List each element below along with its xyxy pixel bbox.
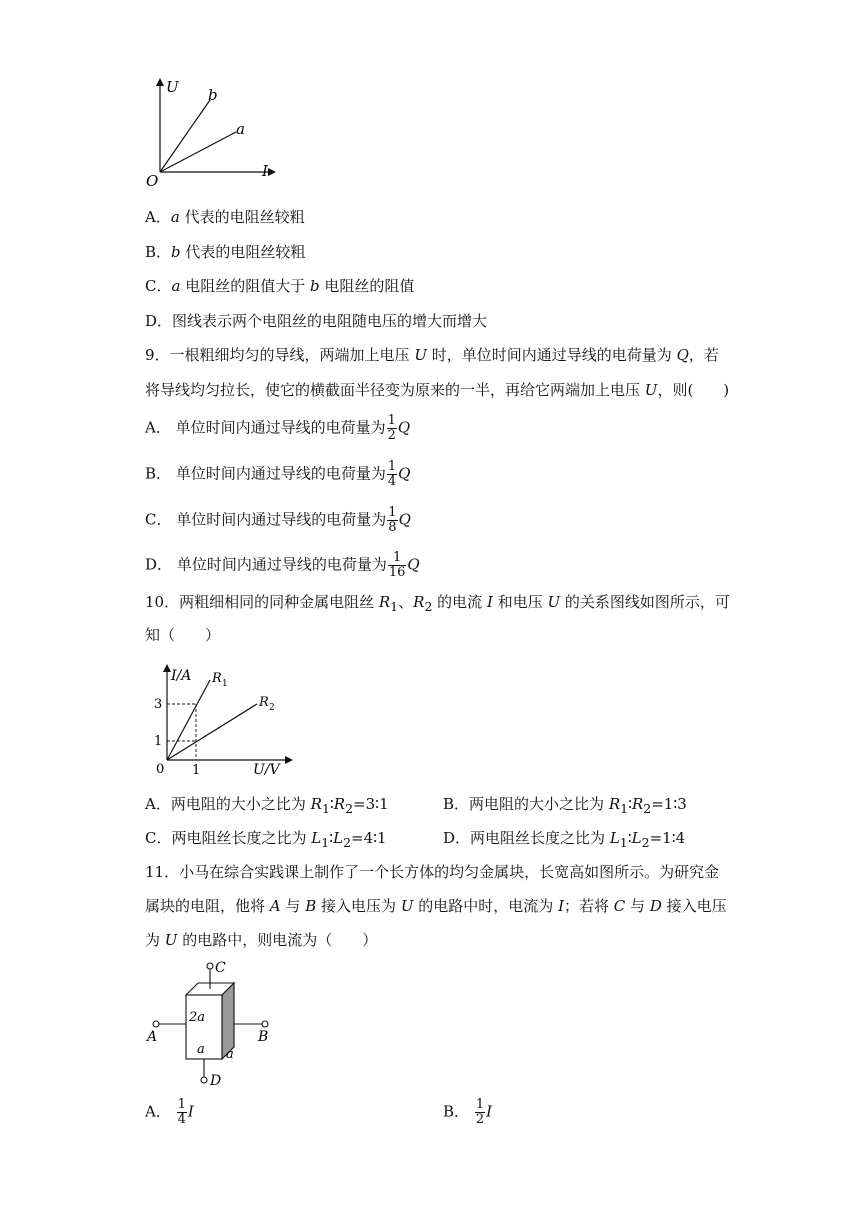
q10-option-b[interactable]: B．两电阻的大小之比为 $R_1∶R_2=1∶3$: [443, 795, 687, 816]
q10-option-c[interactable]: C．两电阻丝长度之比为 $L_1∶L_2=4∶1$: [145, 829, 387, 850]
q9-option-c[interactable]: C． 单位时间内通过导线的电荷量为 $\frac{1}{8}$ Q: [145, 505, 411, 535]
q9-option-a[interactable]: A． 单位时间内通过导线的电荷量为 $\frac{1}{2}$ Q: [145, 413, 411, 443]
q11-option-b[interactable]: B． $\frac{1}{2}$ I: [443, 1097, 493, 1127]
dim-width: a: [197, 1042, 205, 1057]
x-axis-label: U/V: [253, 762, 280, 778]
label-a: A: [147, 1029, 158, 1045]
q8-option-b[interactable]: B．b 代表的电阻丝较粗: [145, 243, 306, 261]
dim-height: 2a: [189, 1010, 206, 1025]
ui-graph: [140, 72, 280, 192]
label-b: B: [258, 1029, 269, 1045]
metal-block-figure: [140, 955, 280, 1090]
q10-option-d[interactable]: D．两电阻丝长度之比为 $L_1∶L_2=1∶4$: [443, 829, 686, 850]
x-tick-1: 1: [192, 763, 201, 778]
line-a: [160, 132, 236, 172]
q8-option-a[interactable]: A．a 代表的电阻丝较粗: [145, 208, 305, 226]
y-tick-1: 1: [154, 734, 163, 749]
r2-label: R: [259, 695, 269, 710]
q9-option-b[interactable]: B． 单位时间内通过导线的电荷量为 $\frac{1}{4}$ Q: [145, 459, 411, 489]
q10-stem-line2: 知（ ）: [145, 626, 221, 644]
origin-label: 0: [156, 762, 165, 777]
q10-stem-line1: 10．两粗细相同的同种金属电阻丝 $R_1$、$R_2$ 的电流 I 和电压 U 的关系图线如图所示，可: [145, 593, 730, 614]
iu-graph: [145, 660, 295, 780]
line-b-label: b: [208, 86, 218, 104]
dim-depth: a: [226, 1047, 234, 1062]
q11-stem-line1: 11．小马在综合实践课上制作了一个长方体的均匀金属块，长宽高如图所示。为研究金: [145, 863, 720, 881]
line-b: [160, 100, 210, 172]
line-r1: [167, 680, 210, 760]
label-c: C: [215, 960, 226, 976]
y-tick-3: 3: [154, 697, 163, 712]
r2-sub: 2: [269, 703, 275, 713]
axis-label-u: U: [166, 78, 179, 96]
line-r2: [167, 704, 257, 760]
q8-option-d[interactable]: D．图线表示两个电阻丝的电阻随电压的增大而增大: [145, 312, 488, 330]
q11-option-a[interactable]: A． $\frac{1}{4}$ I: [145, 1097, 194, 1127]
q9-stem-line2: 将导线均匀拉长，使它的横截面半径变为原来的一半，再给它两端加上电压 U，则( ): [145, 381, 730, 399]
q11-stem-line2: 属块的电阻，他将 A 与 B 接入电压为 U 的电路中时，电流为 I；若将 C 与 D 接入电压: [145, 897, 727, 915]
origin-label: O: [146, 172, 159, 190]
line-a-label: a: [236, 120, 245, 138]
q10-option-a[interactable]: A．两电阻的大小之比为 $R_1∶R_2=3∶1$: [145, 795, 389, 816]
q8-option-c[interactable]: C．a 电阻丝的阻值大于 b 电阻丝的阻值: [145, 277, 415, 295]
r1-sub: 1: [222, 679, 228, 689]
q9-option-d[interactable]: D． 单位时间内通过导线的电荷量为 $\frac{1}{16}$ Q: [145, 550, 420, 580]
label-d: D: [210, 1073, 222, 1089]
q9-stem-line1: 9．一根粗细均匀的导线，两端加上电压 U 时，单位时间内通过导线的电荷量为 Q，若: [145, 346, 719, 364]
y-axis-label: I/A: [171, 668, 192, 684]
q11-stem-line3: 为 U 的电路中，则电流为（ ）: [145, 931, 378, 949]
r1-label: R: [212, 671, 222, 686]
axis-label-i: I: [262, 162, 268, 180]
